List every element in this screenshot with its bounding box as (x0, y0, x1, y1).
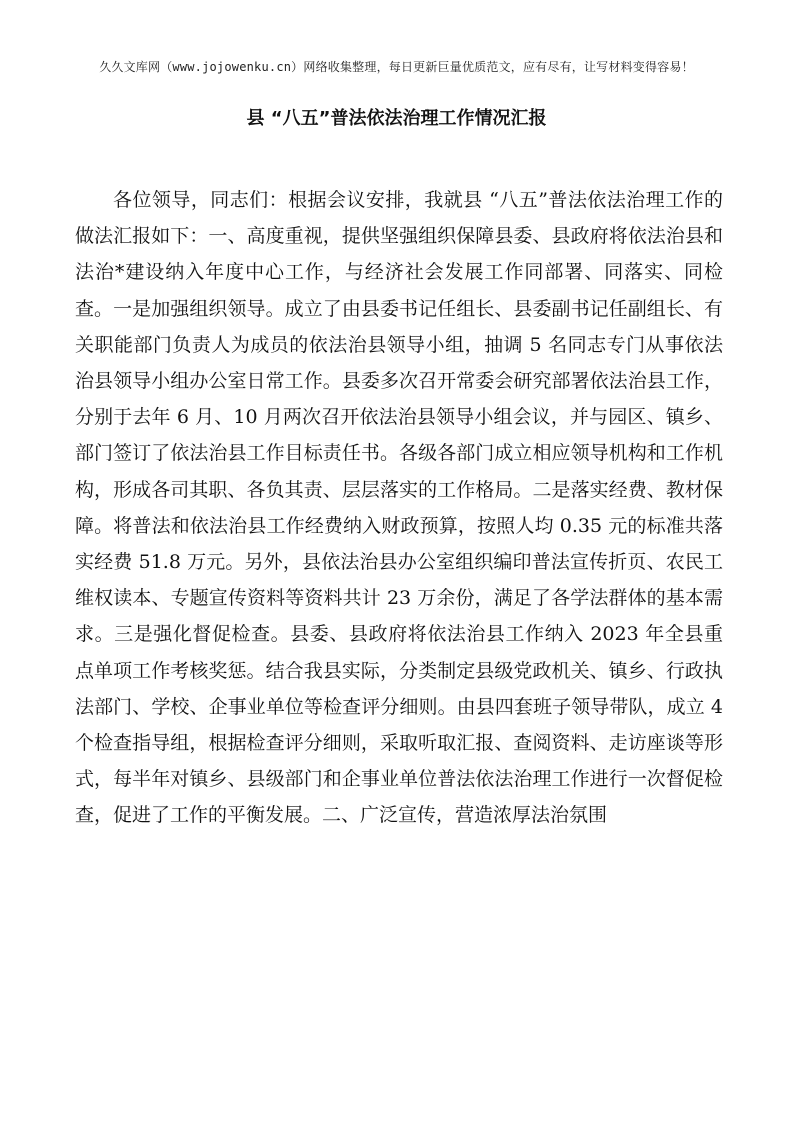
document-title: 县 “八五”普法依法治理工作情况汇报 (246, 108, 547, 129)
header-note: 久久文库网（www.jojowenku.cn）网络收集整理，每日更新巨量优质范文，应有尽有，让写材料变得容易！ (99, 60, 694, 74)
document-body: 各位领导，同志们：根据会议安排，我就县 “八五”普法依法治理工作的做法汇报如下：一、高度重视，提供坚强组织保障县委、县政府将依法治县和法治*建设纳入年度中心工作，与经济社会发展工作同部署、同落实、同检查。一是加强组织领导。成立了由县委书记任组长、县委副书记任副组长、有关职能部门负责人为成员的依法治县领导小组，抽调 5 名同志专门从事依法治县领导小组办公室日常工作。县委多次召开常委会研究部署依法治县工作，分别于去年 6 月、10 月两次召开依法治县领导小组会议，并与园区、镇乡、部门签订了依法治县工作目标责任书。各级各部门成立相应领导机构和工作机构，形成各司其职、各负其责、层层落实的工作格局。二是落实经费、教材保障。将普法和依法治县工作经费纳入财政预算，按照人均 0.35 元的标准共落实经费 51.8 万元。另外，县依法治县办公室组织编印普法宣传折页、农民工维权读本、专题宣传资料等资料共计 23 万余份，满足了各学法群体的基本需求。三是强化督促检查。县委、县政府将依法治县工作纳入 2023 年全县重点单项工作考核奖惩。结合我县实际，分类制定县级党政机关、镇乡、行政执法部门、学校、企事业单位等检查评分细则。由县四套班子领导带队，成立 4 个检查指导组，根据检查评分细则，采取听取汇报、查阅资料、走访座谈等形式，每半年对镇乡、县级部门和企事业单位普法依法治理工作进行一次督促检查，促进了工作的平衡发展。二、广泛宣传，营造浓厚法治氛围 (75, 189, 723, 827)
